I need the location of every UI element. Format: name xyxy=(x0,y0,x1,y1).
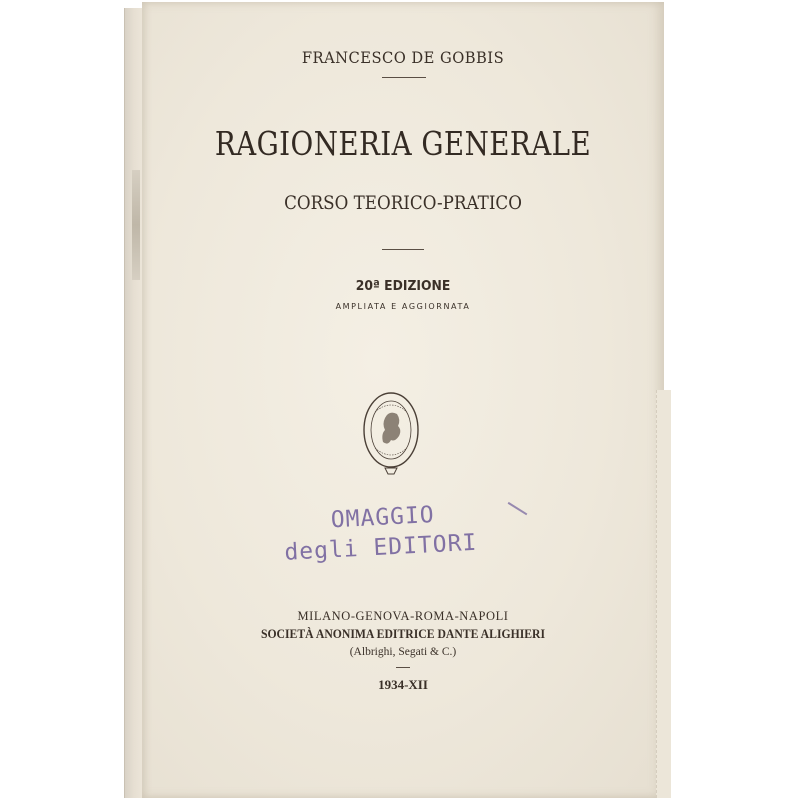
divider-rule xyxy=(382,249,424,250)
publisher-stamp xyxy=(278,488,552,592)
imprint-printers: (Albrighi, Segati & C.) xyxy=(349,644,457,658)
cover-torn-edge xyxy=(656,390,671,798)
edition-note: AMPLIATA E AGGIORNATA xyxy=(335,302,471,311)
stamp-tick-mark xyxy=(508,502,528,515)
imprint-year: 1934-XII xyxy=(378,677,428,692)
edition-label: 20ª EDIZIONE xyxy=(355,279,451,294)
imprint-cities: MILANO-GENOVA-ROMA-NAPOLI xyxy=(297,608,509,623)
dante-medallion-icon xyxy=(361,390,421,480)
divider-rule xyxy=(396,667,410,668)
imprint-publisher: SOCIETÀ ANONIMA EDITRICE DANTE ALIGHIERI xyxy=(260,626,546,641)
book-subtitle: CORSO TEORICO-PRATICO xyxy=(284,192,522,214)
stamp-line-2: degli EDITORI xyxy=(283,529,478,566)
book-title: RAGIONERIA GENERALE xyxy=(214,124,592,163)
author-name: FRANCESCO DE GOBBIS xyxy=(301,48,505,67)
stamp-line-1: OMAGGIO xyxy=(330,501,436,534)
spine-shadow xyxy=(132,170,140,280)
divider-rule xyxy=(382,77,426,78)
